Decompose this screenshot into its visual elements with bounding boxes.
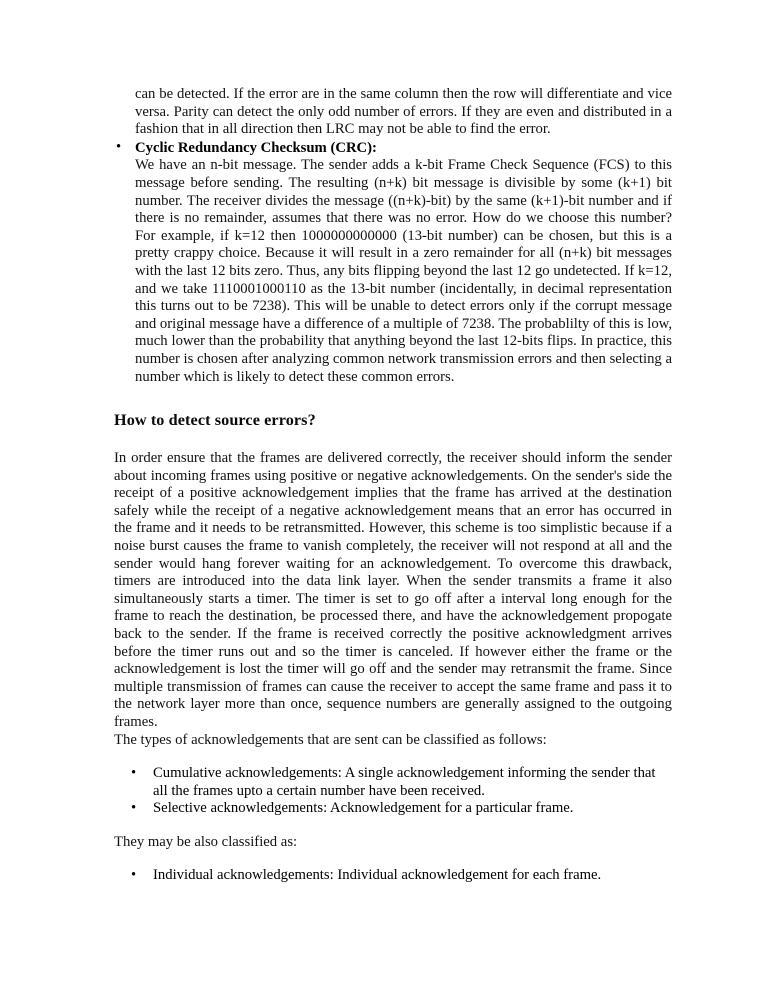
acknowledgement-classification-list — [114, 867, 672, 885]
list-item-text: Individual acknowledgements: Individual acknowledgement for each frame. — [153, 866, 602, 883]
list-item-text: Selective acknowledgements: Acknowledgement for a particular frame. — [153, 800, 574, 817]
list-item — [114, 800, 672, 818]
list-lead-in-1: The types of acknowledgements that are sent can be classified as follows: — [114, 731, 547, 748]
continuation-paragraph: can be detected. If the error are in the same column then the row will differentiate and vice versa. Parity can detect the only odd number of errors. If they are even and distributed in a fashion that in all direction then LRC may not be able to find the error. — [135, 86, 672, 138]
bullet-dot-icon: • — [116, 138, 122, 155]
spacer-after-heading — [114, 430, 672, 450]
list-item-text: Cumulative acknowledgements: A single acknowledgement informing the sender that all the frames upto a certain number have been received. — [153, 765, 656, 799]
acknowledgement-types-list — [114, 765, 672, 818]
crc-bullet-body: We have an n-bit message. The sender adds a k-bit Frame Check Sequence (FCS) to this message before sending. The resulting (n+k) bit message is divisible by some (k+1) bit number. The receiver divides the message ((n+k)-bit) by the same (k+1)-bit number and if there is no remainder, assumes that there was no error. How do we choose this number? For example, if k=12 then 1000000000000 (13-bit number) can be chosen, but this is a pretty crappy choice. Because it will result in a zero remainder for all (n+k) bit messages with the last 12 bits zero. Thus, any bits flipping beyond the last 12 go undetected. If k=12, and we take 1110001000110 as the 13-bit number (incidentally, in decimal representation this turns out to be 7238). This will be unable to detect errors only if the corrupt message and original message have a difference of a multiple of 7238. The probablilty of this is low, much lower than the probability that anything beyond the last 12-bits flips. In practice, this number is chosen after analyzing common network transmission errors and then selecting a number which is likely to detect these common errors. — [135, 157, 672, 385]
section-body-paragraph: In order ensure that the frames are delivered correctly, the receiver should inform the sender about incoming frames using positive or negative acknowledgements. On the sender's side the receipt of a positive acknowledgement implies that the frame has arrived at the destination safely while the receipt of a negative acknowledgement means that an error has occurred in the frame and it needs to be retransmitted. However, this scheme is too simplistic because if a noise burst causes the frame to vanish completely, the receiver will not respond at all and the sender would hang forever waiting for an acknowledgement. To overcome this drawback, timers are introduced into the data link layer. When the sender transmits a frame it also simultaneously starts a timer. The timer is set to go off after a interval long enough for the frame to reach the destination, be processed there, and have the acknowledgement propogate back to the sender. If the frame is received correctly the positive acknowledgment arrives before the timer runs out and so the timer is canceled. If however either the frame or the acknowledgement is lost the timer will go off and the sender may retransmit the frame. Since multiple transmission of frames can cause the receiver to accept the same frame and pass it to the network layer more than once, sequence numbers are generally assigned to the outgoing frames. — [114, 450, 672, 730]
bullet-dot-icon: • — [131, 800, 137, 817]
list-item — [114, 765, 672, 800]
spacer-before-list-1 — [114, 749, 672, 765]
spacer-after-list-1 — [114, 818, 672, 834]
crc-bullet-title: Cyclic Redundancy Checksum (CRC): — [135, 139, 377, 156]
list-item — [114, 867, 672, 885]
spacer-before-list-2 — [114, 852, 672, 867]
bullet-dot-icon: • — [131, 765, 137, 782]
list-lead-in-2: They may be also classified as: — [114, 833, 298, 850]
spacer-before-heading — [114, 386, 672, 411]
crc-bullet-item — [114, 139, 672, 158]
bullet-dot-icon: • — [131, 866, 137, 883]
document-content — [114, 86, 672, 884]
section-heading: How to detect source errors? — [114, 411, 316, 430]
